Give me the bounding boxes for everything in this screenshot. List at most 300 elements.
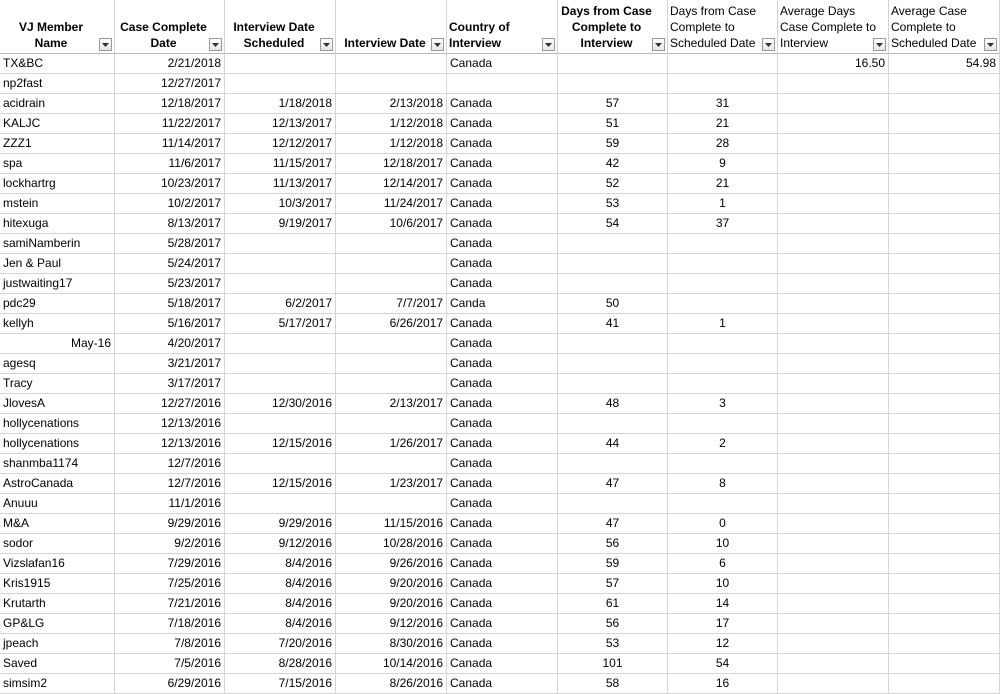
cell-interview-date[interactable]: 2/13/2017 bbox=[336, 394, 447, 414]
cell-country[interactable]: Canada bbox=[447, 414, 558, 434]
filter-dropdown-button[interactable] bbox=[99, 38, 112, 51]
cell-avg-days-scheduled[interactable] bbox=[889, 114, 1000, 134]
cell-days-to-scheduled[interactable]: 21 bbox=[668, 114, 778, 134]
cell-interview-date[interactable] bbox=[336, 254, 447, 274]
cell-case-complete-date[interactable]: 12/18/2017 bbox=[115, 94, 225, 114]
cell-days-to-interview[interactable]: 41 bbox=[558, 314, 668, 334]
cell-avg-days-interview[interactable] bbox=[778, 654, 889, 674]
cell-days-to-scheduled[interactable]: 17 bbox=[668, 614, 778, 634]
cell-days-to-interview[interactable] bbox=[558, 374, 668, 394]
cell-country[interactable]: Canada bbox=[447, 254, 558, 274]
cell-days-to-interview[interactable] bbox=[558, 354, 668, 374]
cell-days-to-interview[interactable]: 59 bbox=[558, 554, 668, 574]
cell-days-to-interview[interactable]: 48 bbox=[558, 394, 668, 414]
cell-interview-scheduled[interactable]: 11/13/2017 bbox=[225, 174, 336, 194]
cell-avg-days-scheduled[interactable] bbox=[889, 434, 1000, 454]
cell-case-complete-date[interactable]: 7/8/2016 bbox=[115, 634, 225, 654]
cell-days-to-interview[interactable]: 47 bbox=[558, 474, 668, 494]
filter-dropdown-button[interactable] bbox=[873, 38, 886, 51]
cell-avg-days-interview[interactable] bbox=[778, 314, 889, 334]
cell-avg-days-scheduled[interactable] bbox=[889, 154, 1000, 174]
cell-avg-days-interview[interactable] bbox=[778, 614, 889, 634]
cell-country[interactable]: Canada bbox=[447, 554, 558, 574]
cell-days-to-interview[interactable]: 57 bbox=[558, 574, 668, 594]
cell-days-to-interview[interactable]: 42 bbox=[558, 154, 668, 174]
cell-country[interactable]: Canada bbox=[447, 494, 558, 514]
cell-interview-scheduled[interactable]: 12/12/2017 bbox=[225, 134, 336, 154]
cell-case-complete-date[interactable]: 11/1/2016 bbox=[115, 494, 225, 514]
cell-interview-scheduled[interactable]: 8/4/2016 bbox=[225, 554, 336, 574]
cell-member-name[interactable]: jpeach bbox=[0, 634, 115, 654]
filter-dropdown-button[interactable] bbox=[320, 38, 333, 51]
cell-days-to-scheduled[interactable] bbox=[668, 454, 778, 474]
cell-case-complete-date[interactable]: 5/24/2017 bbox=[115, 254, 225, 274]
cell-days-to-scheduled[interactable] bbox=[668, 54, 778, 74]
cell-days-to-scheduled[interactable]: 0 bbox=[668, 514, 778, 534]
cell-days-to-interview[interactable] bbox=[558, 74, 668, 94]
cell-interview-date[interactable] bbox=[336, 454, 447, 474]
cell-days-to-scheduled[interactable] bbox=[668, 494, 778, 514]
cell-case-complete-date[interactable]: 10/2/2017 bbox=[115, 194, 225, 214]
cell-avg-days-interview[interactable] bbox=[778, 634, 889, 654]
cell-days-to-scheduled[interactable] bbox=[668, 334, 778, 354]
cell-interview-date[interactable]: 9/12/2016 bbox=[336, 614, 447, 634]
cell-days-to-scheduled[interactable] bbox=[668, 414, 778, 434]
cell-country[interactable]: Canada bbox=[447, 634, 558, 654]
cell-interview-date[interactable] bbox=[336, 274, 447, 294]
cell-days-to-interview[interactable]: 56 bbox=[558, 534, 668, 554]
cell-days-to-interview[interactable]: 56 bbox=[558, 614, 668, 634]
cell-avg-days-scheduled[interactable] bbox=[889, 94, 1000, 114]
cell-case-complete-date[interactable]: 12/7/2016 bbox=[115, 474, 225, 494]
cell-avg-days-scheduled[interactable] bbox=[889, 594, 1000, 614]
cell-interview-scheduled[interactable] bbox=[225, 54, 336, 74]
cell-case-complete-date[interactable]: 9/29/2016 bbox=[115, 514, 225, 534]
cell-days-to-scheduled[interactable]: 21 bbox=[668, 174, 778, 194]
cell-avg-days-scheduled[interactable] bbox=[889, 214, 1000, 234]
cell-country[interactable]: Canada bbox=[447, 54, 558, 74]
cell-days-to-interview[interactable]: 57 bbox=[558, 94, 668, 114]
cell-case-complete-date[interactable]: 7/25/2016 bbox=[115, 574, 225, 594]
cell-member-name[interactable]: ZZZ1 bbox=[0, 134, 115, 154]
cell-avg-days-scheduled[interactable] bbox=[889, 134, 1000, 154]
cell-avg-days-scheduled[interactable] bbox=[889, 254, 1000, 274]
cell-member-name[interactable]: Jen & Paul bbox=[0, 254, 115, 274]
cell-case-complete-date[interactable]: 3/21/2017 bbox=[115, 354, 225, 374]
cell-country[interactable]: Canada bbox=[447, 214, 558, 234]
cell-avg-days-interview[interactable] bbox=[778, 94, 889, 114]
cell-interview-scheduled[interactable]: 11/15/2017 bbox=[225, 154, 336, 174]
cell-avg-days-scheduled[interactable] bbox=[889, 314, 1000, 334]
cell-days-to-interview[interactable] bbox=[558, 334, 668, 354]
cell-member-name[interactable]: Saved bbox=[0, 654, 115, 674]
cell-avg-days-interview[interactable] bbox=[778, 174, 889, 194]
cell-avg-days-scheduled[interactable] bbox=[889, 234, 1000, 254]
cell-interview-scheduled[interactable]: 10/3/2017 bbox=[225, 194, 336, 214]
cell-case-complete-date[interactable]: 7/29/2016 bbox=[115, 554, 225, 574]
cell-case-complete-date[interactable]: 4/20/2017 bbox=[115, 334, 225, 354]
cell-member-name[interactable]: JlovesA bbox=[0, 394, 115, 414]
cell-member-name[interactable]: kellyh bbox=[0, 314, 115, 334]
cell-avg-days-interview[interactable] bbox=[778, 414, 889, 434]
cell-interview-scheduled[interactable] bbox=[225, 354, 336, 374]
cell-interview-date[interactable]: 1/26/2017 bbox=[336, 434, 447, 454]
cell-avg-days-scheduled[interactable] bbox=[889, 614, 1000, 634]
cell-interview-date[interactable]: 9/20/2016 bbox=[336, 574, 447, 594]
cell-avg-days-scheduled[interactable] bbox=[889, 494, 1000, 514]
cell-interview-date[interactable]: 2/13/2018 bbox=[336, 94, 447, 114]
cell-member-name[interactable]: TX&BC bbox=[0, 54, 115, 74]
cell-avg-days-scheduled[interactable] bbox=[889, 574, 1000, 594]
cell-interview-scheduled[interactable]: 8/4/2016 bbox=[225, 574, 336, 594]
cell-avg-days-scheduled[interactable] bbox=[889, 634, 1000, 654]
cell-member-name[interactable]: spa bbox=[0, 154, 115, 174]
cell-avg-days-interview[interactable] bbox=[778, 494, 889, 514]
cell-member-name[interactable]: Anuuu bbox=[0, 494, 115, 514]
cell-member-name[interactable]: GP&LG bbox=[0, 614, 115, 634]
cell-avg-days-interview[interactable] bbox=[778, 334, 889, 354]
cell-avg-days-interview[interactable] bbox=[778, 374, 889, 394]
cell-interview-date[interactable] bbox=[336, 414, 447, 434]
cell-case-complete-date[interactable]: 2/21/2018 bbox=[115, 54, 225, 74]
cell-days-to-scheduled[interactable]: 10 bbox=[668, 534, 778, 554]
cell-avg-days-interview[interactable] bbox=[778, 274, 889, 294]
filter-dropdown-button[interactable] bbox=[984, 38, 997, 51]
cell-member-name[interactable]: M&A bbox=[0, 514, 115, 534]
cell-interview-date[interactable]: 12/18/2017 bbox=[336, 154, 447, 174]
cell-interview-scheduled[interactable]: 1/18/2018 bbox=[225, 94, 336, 114]
cell-member-name[interactable]: lockhartrg bbox=[0, 174, 115, 194]
cell-case-complete-date[interactable]: 11/6/2017 bbox=[115, 154, 225, 174]
cell-member-name[interactable]: agesq bbox=[0, 354, 115, 374]
cell-interview-date[interactable]: 1/23/2017 bbox=[336, 474, 447, 494]
cell-member-name[interactable]: May-16 bbox=[0, 334, 115, 354]
cell-days-to-scheduled[interactable] bbox=[668, 294, 778, 314]
cell-interview-scheduled[interactable]: 9/19/2017 bbox=[225, 214, 336, 234]
cell-interview-scheduled[interactable]: 12/15/2016 bbox=[225, 434, 336, 454]
cell-interview-scheduled[interactable] bbox=[225, 414, 336, 434]
cell-interview-date[interactable]: 9/26/2016 bbox=[336, 554, 447, 574]
cell-member-name[interactable]: acidrain bbox=[0, 94, 115, 114]
cell-avg-days-interview[interactable] bbox=[778, 294, 889, 314]
cell-country[interactable]: Canada bbox=[447, 194, 558, 214]
cell-country[interactable]: Canada bbox=[447, 674, 558, 694]
cell-avg-days-scheduled[interactable] bbox=[889, 454, 1000, 474]
cell-interview-date[interactable]: 7/7/2017 bbox=[336, 294, 447, 314]
cell-interview-scheduled[interactable] bbox=[225, 274, 336, 294]
cell-interview-date[interactable]: 11/24/2017 bbox=[336, 194, 447, 214]
cell-days-to-scheduled[interactable]: 37 bbox=[668, 214, 778, 234]
chevron-down-icon bbox=[102, 43, 109, 47]
cell-country[interactable]: Canada bbox=[447, 594, 558, 614]
cell-interview-scheduled[interactable]: 6/2/2017 bbox=[225, 294, 336, 314]
cell-case-complete-date[interactable]: 5/18/2017 bbox=[115, 294, 225, 314]
cell-case-complete-date[interactable]: 9/2/2016 bbox=[115, 534, 225, 554]
cell-days-to-interview[interactable] bbox=[558, 254, 668, 274]
cell-avg-days-scheduled[interactable] bbox=[889, 354, 1000, 374]
cell-days-to-scheduled[interactable] bbox=[668, 234, 778, 254]
cell-member-name[interactable]: Vizslafan16 bbox=[0, 554, 115, 574]
cell-days-to-interview[interactable]: 51 bbox=[558, 114, 668, 134]
cell-case-complete-date[interactable]: 3/17/2017 bbox=[115, 374, 225, 394]
cell-interview-date[interactable]: 10/28/2016 bbox=[336, 534, 447, 554]
cell-interview-date[interactable]: 10/14/2016 bbox=[336, 654, 447, 674]
cell-interview-scheduled[interactable] bbox=[225, 454, 336, 474]
cell-country[interactable]: Canada bbox=[447, 534, 558, 554]
cell-interview-date[interactable]: 8/30/2016 bbox=[336, 634, 447, 654]
cell-days-to-interview[interactable]: 54 bbox=[558, 214, 668, 234]
cell-interview-date[interactable]: 12/14/2017 bbox=[336, 174, 447, 194]
cell-days-to-interview[interactable]: 50 bbox=[558, 294, 668, 314]
cell-days-to-interview[interactable] bbox=[558, 54, 668, 74]
cell-days-to-scheduled[interactable]: 2 bbox=[668, 434, 778, 454]
cell-country[interactable]: Canada bbox=[447, 154, 558, 174]
cell-country[interactable]: Canada bbox=[447, 614, 558, 634]
cell-days-to-scheduled[interactable] bbox=[668, 354, 778, 374]
cell-days-to-scheduled[interactable] bbox=[668, 374, 778, 394]
cell-member-name[interactable]: hollycenations bbox=[0, 414, 115, 434]
cell-member-name[interactable]: hitexuga bbox=[0, 214, 115, 234]
cell-interview-date[interactable] bbox=[336, 234, 447, 254]
cell-days-to-scheduled[interactable]: 10 bbox=[668, 574, 778, 594]
cell-interview-date[interactable] bbox=[336, 374, 447, 394]
cell-case-complete-date[interactable]: 10/23/2017 bbox=[115, 174, 225, 194]
cell-avg-days-interview[interactable] bbox=[778, 594, 889, 614]
cell-country[interactable]: Canada bbox=[447, 234, 558, 254]
cell-avg-days-interview[interactable] bbox=[778, 74, 889, 94]
cell-country[interactable]: Canada bbox=[447, 334, 558, 354]
cell-interview-date[interactable] bbox=[336, 354, 447, 374]
cell-days-to-scheduled[interactable]: 14 bbox=[668, 594, 778, 614]
cell-case-complete-date[interactable]: 5/23/2017 bbox=[115, 274, 225, 294]
cell-interview-date[interactable] bbox=[336, 334, 447, 354]
cell-interview-date[interactable]: 1/12/2018 bbox=[336, 114, 447, 134]
cell-days-to-scheduled[interactable] bbox=[668, 274, 778, 294]
cell-country[interactable]: Canada bbox=[447, 94, 558, 114]
cell-avg-days-interview[interactable] bbox=[778, 254, 889, 274]
cell-case-complete-date[interactable]: 8/13/2017 bbox=[115, 214, 225, 234]
cell-member-name[interactable]: justwaiting17 bbox=[0, 274, 115, 294]
cell-member-name[interactable]: sodor bbox=[0, 534, 115, 554]
cell-days-to-scheduled[interactable]: 16 bbox=[668, 674, 778, 694]
cell-member-name[interactable]: simsim2 bbox=[0, 674, 115, 694]
header-days-to-interview bbox=[558, 0, 668, 54]
cell-case-complete-date[interactable]: 12/7/2016 bbox=[115, 454, 225, 474]
cell-avg-days-interview[interactable] bbox=[778, 114, 889, 134]
cell-interview-scheduled[interactable]: 8/28/2016 bbox=[225, 654, 336, 674]
cell-avg-days-scheduled[interactable] bbox=[889, 74, 1000, 94]
cell-avg-days-interview[interactable] bbox=[778, 474, 889, 494]
cell-days-to-interview[interactable]: 101 bbox=[558, 654, 668, 674]
cell-interview-date[interactable] bbox=[336, 74, 447, 94]
cell-case-complete-date[interactable]: 7/18/2016 bbox=[115, 614, 225, 634]
cell-interview-scheduled[interactable] bbox=[225, 254, 336, 274]
cell-days-to-scheduled[interactable]: 12 bbox=[668, 634, 778, 654]
cell-interview-scheduled[interactable]: 5/17/2017 bbox=[225, 314, 336, 334]
cell-avg-days-scheduled[interactable] bbox=[889, 474, 1000, 494]
cell-case-complete-date[interactable]: 12/27/2016 bbox=[115, 394, 225, 414]
cell-member-name[interactable]: hollycenations bbox=[0, 434, 115, 454]
filter-dropdown-button[interactable] bbox=[652, 38, 665, 51]
cell-days-to-scheduled[interactable]: 1 bbox=[668, 194, 778, 214]
cell-interview-scheduled[interactable] bbox=[225, 334, 336, 354]
filter-dropdown-button[interactable] bbox=[762, 38, 775, 51]
cell-interview-date[interactable] bbox=[336, 54, 447, 74]
cell-days-to-scheduled[interactable]: 8 bbox=[668, 474, 778, 494]
cell-member-name[interactable]: np2fast bbox=[0, 74, 115, 94]
cell-avg-days-interview[interactable] bbox=[778, 154, 889, 174]
cell-case-complete-date[interactable]: 12/27/2017 bbox=[115, 74, 225, 94]
cell-country[interactable]: Canada bbox=[447, 394, 558, 414]
cell-case-complete-date[interactable]: 11/14/2017 bbox=[115, 134, 225, 154]
cell-case-complete-date[interactable]: 6/29/2016 bbox=[115, 674, 225, 694]
cell-member-name[interactable]: KALJC bbox=[0, 114, 115, 134]
cell-avg-days-interview[interactable] bbox=[778, 134, 889, 154]
cell-avg-days-interview[interactable] bbox=[778, 454, 889, 474]
cell-member-name[interactable]: Kris1915 bbox=[0, 574, 115, 594]
cell-interview-scheduled[interactable]: 12/30/2016 bbox=[225, 394, 336, 414]
cell-country[interactable]: Canada bbox=[447, 314, 558, 334]
cell-days-to-interview[interactable]: 59 bbox=[558, 134, 668, 154]
cell-interview-scheduled[interactable]: 12/13/2017 bbox=[225, 114, 336, 134]
cell-member-name[interactable]: Krutarth bbox=[0, 594, 115, 614]
cell-member-name[interactable]: AstroCanada bbox=[0, 474, 115, 494]
cell-avg-days-interview[interactable] bbox=[778, 394, 889, 414]
cell-days-to-interview[interactable] bbox=[558, 494, 668, 514]
cell-days-to-scheduled[interactable]: 54 bbox=[668, 654, 778, 674]
cell-days-to-scheduled[interactable]: 9 bbox=[668, 154, 778, 174]
cell-days-to-interview[interactable] bbox=[558, 414, 668, 434]
cell-interview-date[interactable]: 8/26/2016 bbox=[336, 674, 447, 694]
cell-avg-days-scheduled[interactable] bbox=[889, 534, 1000, 554]
cell-country[interactable]: Canada bbox=[447, 114, 558, 134]
cell-interview-date[interactable] bbox=[336, 494, 447, 514]
cell-days-to-scheduled[interactable] bbox=[668, 254, 778, 274]
cell-country[interactable]: Canada bbox=[447, 174, 558, 194]
cell-country[interactable]: Canada bbox=[447, 134, 558, 154]
cell-member-name[interactable]: pdc29 bbox=[0, 294, 115, 314]
cell-interview-scheduled[interactable]: 9/29/2016 bbox=[225, 514, 336, 534]
cell-days-to-scheduled[interactable]: 31 bbox=[668, 94, 778, 114]
cell-avg-days-scheduled[interactable] bbox=[889, 174, 1000, 194]
cell-country[interactable]: Canada bbox=[447, 454, 558, 474]
cell-country[interactable]: Canada bbox=[447, 574, 558, 594]
cell-days-to-interview[interactable]: 52 bbox=[558, 174, 668, 194]
cell-days-to-scheduled[interactable]: 28 bbox=[668, 134, 778, 154]
cell-case-complete-date[interactable]: 12/13/2016 bbox=[115, 414, 225, 434]
cell-avg-days-interview[interactable] bbox=[778, 214, 889, 234]
cell-avg-days-scheduled[interactable]: 54.98 bbox=[889, 54, 1000, 74]
cell-case-complete-date[interactable]: 7/5/2016 bbox=[115, 654, 225, 674]
cell-avg-days-interview[interactable] bbox=[778, 234, 889, 254]
cell-avg-days-interview[interactable] bbox=[778, 354, 889, 374]
cell-interview-date[interactable]: 6/26/2017 bbox=[336, 314, 447, 334]
cell-country[interactable]: Canada bbox=[447, 274, 558, 294]
filter-dropdown-button[interactable] bbox=[209, 38, 222, 51]
cell-case-complete-date[interactable]: 5/28/2017 bbox=[115, 234, 225, 254]
cell-days-to-scheduled[interactable]: 1 bbox=[668, 314, 778, 334]
cell-country[interactable]: Canda bbox=[447, 294, 558, 314]
cell-case-complete-date[interactable]: 5/16/2017 bbox=[115, 314, 225, 334]
cell-days-to-interview[interactable] bbox=[558, 274, 668, 294]
cell-avg-days-scheduled[interactable] bbox=[889, 374, 1000, 394]
cell-interview-date[interactable]: 10/6/2017 bbox=[336, 214, 447, 234]
cell-avg-days-scheduled[interactable] bbox=[889, 334, 1000, 354]
cell-avg-days-scheduled[interactable] bbox=[889, 654, 1000, 674]
cell-interview-scheduled[interactable]: 12/15/2016 bbox=[225, 474, 336, 494]
cell-country[interactable]: Canada bbox=[447, 434, 558, 454]
cell-days-to-scheduled[interactable]: 3 bbox=[668, 394, 778, 414]
cell-avg-days-interview[interactable] bbox=[778, 194, 889, 214]
cell-days-to-scheduled[interactable] bbox=[668, 74, 778, 94]
cell-days-to-interview[interactable] bbox=[558, 234, 668, 254]
cell-avg-days-scheduled[interactable] bbox=[889, 294, 1000, 314]
cell-days-to-interview[interactable]: 61 bbox=[558, 594, 668, 614]
cell-avg-days-scheduled[interactable] bbox=[889, 674, 1000, 694]
cell-case-complete-date[interactable]: 12/13/2016 bbox=[115, 434, 225, 454]
cell-interview-date[interactable]: 9/20/2016 bbox=[336, 594, 447, 614]
cell-avg-days-interview[interactable] bbox=[778, 554, 889, 574]
cell-days-to-interview[interactable]: 53 bbox=[558, 634, 668, 654]
cell-avg-days-scheduled[interactable] bbox=[889, 394, 1000, 414]
cell-case-complete-date[interactable]: 7/21/2016 bbox=[115, 594, 225, 614]
filter-dropdown-button[interactable] bbox=[542, 38, 555, 51]
cell-interview-date[interactable]: 1/12/2018 bbox=[336, 134, 447, 154]
cell-interview-scheduled[interactable] bbox=[225, 74, 336, 94]
cell-avg-days-interview[interactable] bbox=[778, 434, 889, 454]
cell-avg-days-scheduled[interactable] bbox=[889, 514, 1000, 534]
cell-avg-days-interview[interactable] bbox=[778, 574, 889, 594]
cell-member-name[interactable]: shanmba1174 bbox=[0, 454, 115, 474]
cell-avg-days-interview[interactable] bbox=[778, 674, 889, 694]
cell-interview-scheduled[interactable]: 8/4/2016 bbox=[225, 594, 336, 614]
cell-interview-scheduled[interactable]: 7/15/2016 bbox=[225, 674, 336, 694]
cell-country[interactable]: Canada bbox=[447, 514, 558, 534]
cell-interview-scheduled[interactable] bbox=[225, 494, 336, 514]
cell-country[interactable]: Canada bbox=[447, 374, 558, 394]
cell-interview-scheduled[interactable] bbox=[225, 234, 336, 254]
cell-country[interactable] bbox=[447, 74, 558, 94]
cell-member-name[interactable]: mstein bbox=[0, 194, 115, 214]
cell-avg-days-interview[interactable] bbox=[778, 534, 889, 554]
cell-days-to-interview[interactable]: 44 bbox=[558, 434, 668, 454]
cell-avg-days-scheduled[interactable] bbox=[889, 554, 1000, 574]
cell-avg-days-interview[interactable] bbox=[778, 514, 889, 534]
cell-avg-days-interview[interactable]: 16.50 bbox=[778, 54, 889, 74]
cell-days-to-scheduled[interactable]: 6 bbox=[668, 554, 778, 574]
cell-days-to-interview[interactable]: 53 bbox=[558, 194, 668, 214]
cell-country[interactable]: Canada bbox=[447, 474, 558, 494]
cell-member-name[interactable]: Tracy bbox=[0, 374, 115, 394]
cell-country[interactable]: Canada bbox=[447, 354, 558, 374]
cell-interview-date[interactable]: 11/15/2016 bbox=[336, 514, 447, 534]
header-avg-days-scheduled bbox=[889, 0, 1000, 54]
cell-interview-scheduled[interactable] bbox=[225, 374, 336, 394]
cell-days-to-interview[interactable]: 47 bbox=[558, 514, 668, 534]
cell-days-to-interview[interactable]: 58 bbox=[558, 674, 668, 694]
cell-days-to-interview[interactable] bbox=[558, 454, 668, 474]
cell-avg-days-scheduled[interactable] bbox=[889, 274, 1000, 294]
cell-avg-days-scheduled[interactable] bbox=[889, 414, 1000, 434]
cell-interview-scheduled[interactable]: 8/4/2016 bbox=[225, 614, 336, 634]
cell-case-complete-date[interactable]: 11/22/2017 bbox=[115, 114, 225, 134]
cell-country[interactable]: Canada bbox=[447, 654, 558, 674]
filter-dropdown-button[interactable] bbox=[431, 38, 444, 51]
cell-member-name[interactable]: samiNamberin bbox=[0, 234, 115, 254]
cell-interview-scheduled[interactable]: 9/12/2016 bbox=[225, 534, 336, 554]
cell-avg-days-scheduled[interactable] bbox=[889, 194, 1000, 214]
cell-interview-scheduled[interactable]: 7/20/2016 bbox=[225, 634, 336, 654]
